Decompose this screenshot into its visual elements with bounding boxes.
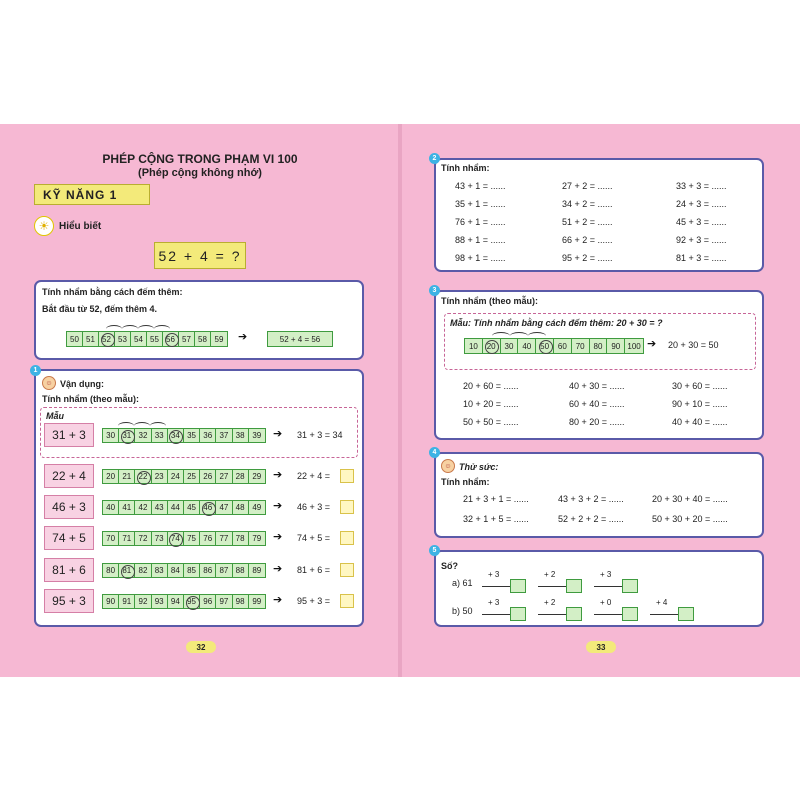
expression-box: 46 + 3 [44,495,94,519]
hop-arc [138,325,154,333]
right-arrow-icon: ➔ [273,469,283,481]
chain-line [482,586,510,587]
strip-cell: 94 [168,595,184,608]
row-result: 22 + 4 = [297,471,331,481]
skill-badge: KỸ NĂNG 1 [34,184,150,205]
strip-cell: 55 [147,332,163,346]
strip-cell: 39 [252,431,262,440]
exercise-item: 95 + 2 = ...... [562,253,613,263]
number-strip [102,531,266,546]
strip-cell: 44 [168,501,184,514]
strip-cell: 91 [119,595,135,608]
right-arrow-icon: ➔ [273,500,283,512]
exercise-number: 1 [30,365,41,376]
step-label: + 3 [488,598,500,607]
exercise-item: 45 + 3 = ...... [676,217,727,227]
book-spine [398,124,402,677]
step-label: + 0 [600,598,612,607]
strip-cell: 20 [483,339,501,353]
answer-box [340,531,354,545]
strip-cell: 56 [163,332,179,346]
exercise-item: 32 + 1 + 5 = ...... [463,514,529,524]
strip-cell: 80 [103,564,119,577]
row-result: 31 + 3 = 34 [297,430,343,440]
strip-cell: 74 [168,532,184,545]
page-title: PHÉP CỘNG TRONG PHẠM VI 100 [102,152,298,166]
strip-cell: 98 [233,595,249,608]
strip-cell: 80 [590,339,608,353]
exercise-item: 40 + 30 = ...... [569,381,625,391]
exercise-2-heading: Tính nhẩm: [441,163,490,173]
chain-line [482,614,510,615]
strip-cell: 27 [216,470,232,483]
chain-a-label: a) 61 [452,578,473,588]
strip-cell: 37 [216,429,232,442]
exercise-4-heading: Tính nhẩm: [441,477,490,487]
exercise-number: 3 [429,285,440,296]
apply-label: Vận dụng: [60,379,104,389]
right-arrow-icon: ➔ [273,428,283,440]
intro-heading: Tính nhẩm bằng cách đếm thêm: [42,287,183,297]
expression-box: 81 + 6 [44,558,94,582]
exercise-item: 10 + 20 = ...... [463,399,519,409]
exercise-item: 80 + 20 = ...... [569,417,625,427]
answer-box [340,594,354,608]
strip-cell: 71 [119,532,135,545]
step-label: + 2 [544,570,556,579]
answer-box [566,579,582,593]
strip-cell: 72 [135,532,151,545]
expression-box: 22 + 4 [44,464,94,488]
expression-box: 74 + 5 [44,526,94,550]
exercise-item: 27 + 2 = ...... [562,181,613,191]
right-arrow-icon: ➔ [647,338,657,350]
exercise-item: 30 + 60 = ...... [672,381,728,391]
strip-cell: 41 [119,501,135,514]
exercise-5-heading: Số? [441,561,458,571]
exercise-item: 92 + 3 = ...... [676,235,727,245]
right-arrow-icon: ➔ [273,594,283,606]
hop-arc [510,332,528,340]
strip-cell: 93 [152,595,168,608]
exercise-item: 35 + 1 = ...... [455,199,506,209]
strip-cell: 47 [216,501,232,514]
chain-line [538,614,566,615]
exercise-number: 5 [429,545,440,556]
strip-cell: 75 [184,532,200,545]
exercise-5-card [434,550,764,627]
chain-line [650,614,678,615]
strip-cell: 23 [152,470,168,483]
example-label: Mẫu [46,411,64,421]
lightbulb-icon: ☀ [34,216,54,236]
strip-cell: 45 [184,501,200,514]
answer-box [678,607,694,621]
strip-cell: 99 [252,597,262,606]
strip-cell: 79 [252,534,262,543]
exercise-number: 2 [429,153,440,164]
strip-cell: 33 [152,429,168,442]
strip-cell: 36 [200,429,216,442]
hop-arc [134,422,150,430]
exercise-item: 81 + 3 = ...... [676,253,727,263]
exercise-item: 20 + 30 + 40 = ...... [652,494,728,504]
strip-cell: 100 [627,341,641,351]
strip-cell: 83 [152,564,168,577]
example-label: Mẫu: Tính nhẩm bằng cách đếm thêm: 20 + 30 = ? [450,318,663,328]
step-label: + 3 [600,570,612,579]
chain-line [594,586,622,587]
exercise-item: 20 + 60 = ...... [463,381,519,391]
strip-cell: 10 [465,339,483,353]
exercise-item: 98 + 1 = ...... [455,253,506,263]
instruction: Tính nhẩm (theo mẫu): [42,394,139,404]
answer-box [566,607,582,621]
step-label: + 2 [544,598,556,607]
strip-cell: 30 [103,429,119,442]
right-arrow-icon: ➔ [273,563,283,575]
number-strip [66,331,228,347]
strip-cell: 59 [214,334,224,344]
strip-cell: 30 [501,339,519,353]
strip-cell: 50 [536,339,554,353]
strip-cell: 87 [216,564,232,577]
strip-cell: 48 [233,501,249,514]
hop-arc [492,332,510,340]
strip-cell: 25 [184,470,200,483]
hop-arc [118,422,134,430]
intro-equation: 52 + 4 = ? [154,242,246,269]
strip-cell: 95 [184,595,200,608]
number-strip [102,469,266,484]
exercise-item: 50 + 30 + 20 = ...... [652,514,728,524]
exercise-item: 66 + 2 = ...... [562,235,613,245]
child-face-icon: ☺ [42,376,56,390]
strip-cell: 89 [252,566,262,575]
exercise-3-heading: Tính nhẩm (theo mẫu): [441,296,538,306]
number-strip [102,594,266,609]
hop-arc [528,332,546,340]
strip-cell: 53 [115,332,131,346]
number-strip [102,563,266,578]
exercise-item: 43 + 1 = ...... [455,181,506,191]
strip-cell: 31 [119,429,135,442]
strip-cell: 78 [233,532,249,545]
strip-cell: 58 [195,332,211,346]
row-result: 46 + 3 = [297,502,331,512]
strip-cell: 90 [103,595,119,608]
strip-cell: 20 [103,470,119,483]
number-strip [102,428,266,443]
strip-cell: 24 [168,470,184,483]
strip-cell: 50 [67,332,83,346]
exercise-item: 50 + 50 = ...... [463,417,519,427]
strip-cell: 22 [135,470,151,483]
strip-cell: 76 [200,532,216,545]
strip-cell: 73 [152,532,168,545]
chain-b-label: b) 50 [452,606,473,616]
example-result: 20 + 30 = 50 [668,340,719,350]
strip-cell: 40 [518,339,536,353]
hop-arc [106,325,122,333]
step-label: + 3 [488,570,500,579]
row-result: 81 + 6 = [297,565,331,575]
number-strip [102,500,266,515]
exercise-item: 60 + 40 = ...... [569,399,625,409]
exercise-item: 21 + 3 + 1 = ...... [463,494,529,504]
strip-cell: 97 [216,595,232,608]
understand-label: Hiểu biết [59,221,102,232]
answer-box [622,579,638,593]
strip-cell: 54 [131,332,147,346]
strip-cell: 29 [252,472,262,481]
strip-cell: 84 [168,564,184,577]
strip-cell: 46 [200,501,216,514]
row-result: 74 + 5 = [297,533,331,543]
answer-box [340,469,354,483]
answer-box [340,500,354,514]
exercise-item: 88 + 1 = ...... [455,235,506,245]
strip-cell: 40 [103,501,119,514]
strip-cell: 49 [252,503,262,512]
exercise-item: 24 + 3 = ...... [676,199,727,209]
exercise-item: 52 + 2 + 2 = ...... [558,514,624,524]
strip-cell: 77 [216,532,232,545]
number-strip [464,338,644,354]
exercise-item: 51 + 2 = ...... [562,217,613,227]
answer-box [510,607,526,621]
strip-cell: 51 [83,332,99,346]
strip-cell: 92 [135,595,151,608]
strip-cell: 90 [607,339,625,353]
strip-cell: 60 [554,339,572,353]
challenge-label: Thử sức: [459,462,499,472]
exercise-item: 43 + 3 + 2 = ...... [558,494,624,504]
strip-cell: 26 [200,470,216,483]
strip-cell: 21 [119,470,135,483]
strip-cell: 28 [233,470,249,483]
right-arrow-icon: ➔ [238,331,248,343]
expression-box: 31 + 3 [44,423,94,447]
exercise-number: 4 [429,447,440,458]
intro-result: 52 + 4 = 56 [267,331,333,347]
strip-cell: 70 [572,339,590,353]
exercise-item: 34 + 2 = ...... [562,199,613,209]
hop-arc [150,422,166,430]
exercise-item: 33 + 3 = ...... [676,181,727,191]
strip-cell: 32 [135,429,151,442]
intro-line: Bắt đầu từ 52, đếm thêm 4. [42,304,158,314]
strip-cell: 81 [119,564,135,577]
strip-cell: 96 [200,595,216,608]
strip-cell: 85 [184,564,200,577]
chain-line [594,614,622,615]
strip-cell: 82 [135,564,151,577]
hop-arc [154,325,170,333]
exercise-item: 40 + 40 = ...... [672,417,728,427]
strip-cell: 52 [99,332,115,346]
chain-line [538,586,566,587]
answer-box [510,579,526,593]
answer-box [340,563,354,577]
hop-arc [122,325,138,333]
child-face-icon: ☺ [441,459,455,473]
row-result: 95 + 3 = [297,596,331,606]
strip-cell: 88 [233,564,249,577]
strip-cell: 86 [200,564,216,577]
page-subtitle: (Phép cộng không nhớ) [138,167,262,179]
strip-cell: 34 [168,429,184,442]
strip-cell: 38 [233,429,249,442]
right-arrow-icon: ➔ [273,531,283,543]
strip-cell: 70 [103,532,119,545]
expression-box: 95 + 3 [44,589,94,613]
strip-cell: 43 [152,501,168,514]
answer-box [622,607,638,621]
step-label: + 4 [656,598,668,607]
page-number-right: 33 [586,641,616,653]
exercise-item: 90 + 10 = ...... [672,399,728,409]
strip-cell: 57 [179,332,195,346]
exercise-item: 76 + 1 = ...... [455,217,506,227]
page-number-left: 32 [186,641,216,653]
strip-cell: 35 [184,429,200,442]
strip-cell: 42 [135,501,151,514]
